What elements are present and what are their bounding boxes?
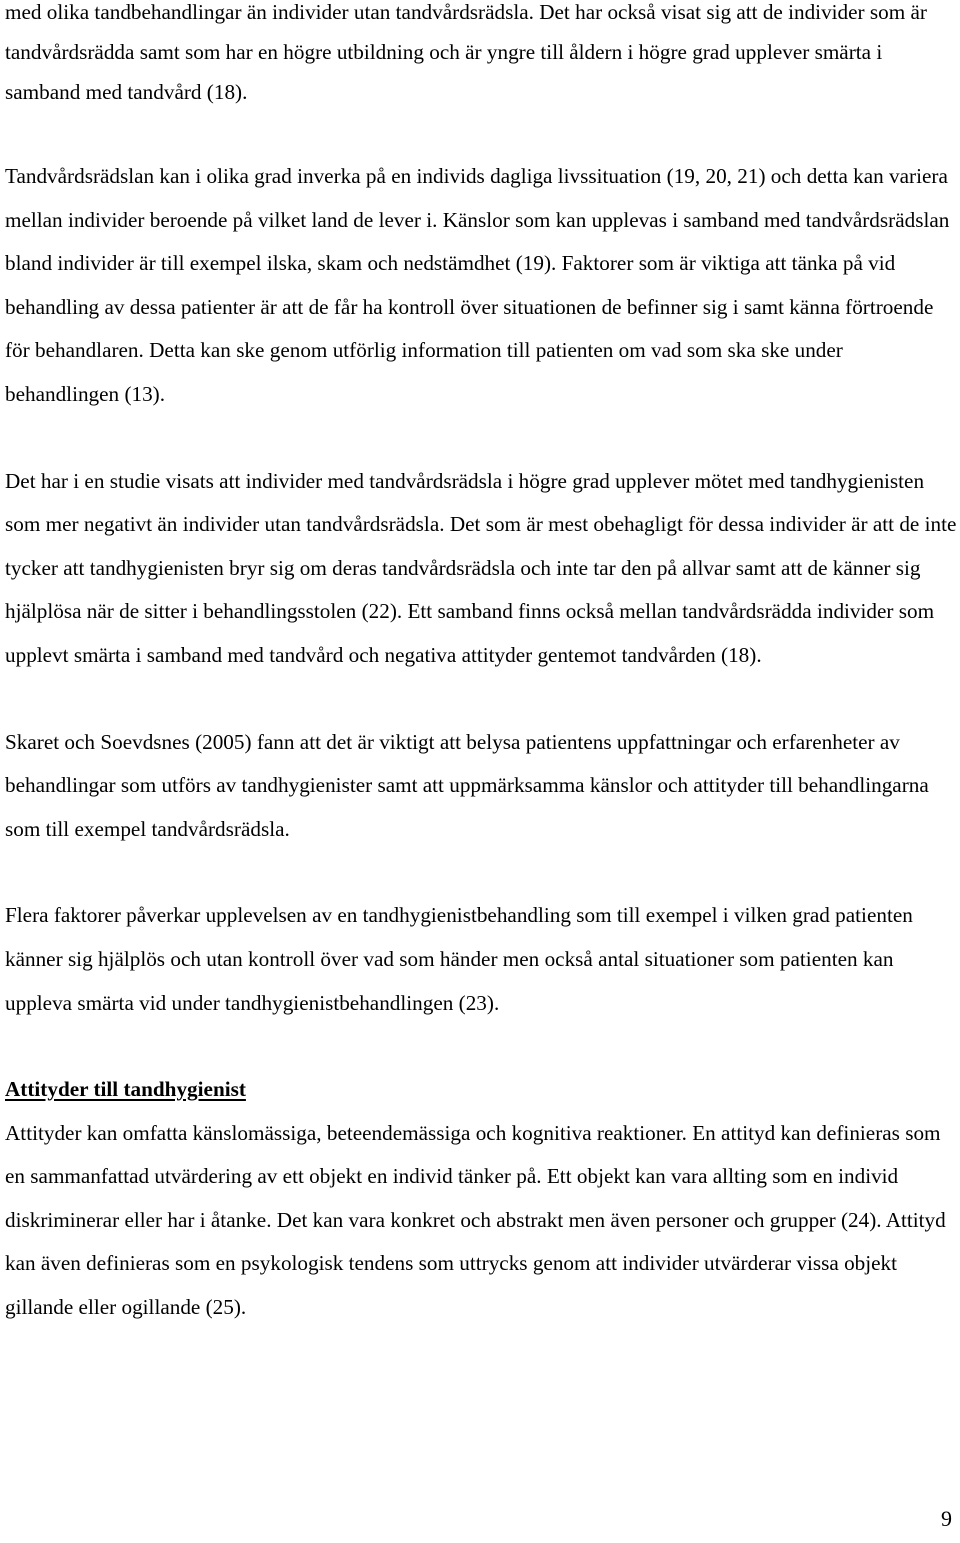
paragraph-4: Skaret och Soevdsnes (2005) fann att det är viktigt att belysa patientens uppfattningar och erfarenheter av behandlingar som utförs av tandhygienister samt att uppmärksamma känslor och attityder till behandlingarna som till exempel tandvårdsrädsla. xyxy=(5,729,929,841)
paragraph-gap xyxy=(5,1025,960,1068)
paragraph-gap xyxy=(5,678,960,721)
section-body: Attityder kan omfatta känslomässiga, beteendemässiga och kognitiva reaktioner. En attityd kan definieras som en sammanfattad utvärdering av ett objekt en individ tänker på. Ett objekt kan vara allting som en individ diskriminerar eller har i åtanke. Det kan vara konkret och abstrakt men även personer och grupper (24). Attityd kan även definieras som en psykologisk tendens som uttrycks genom att individer utvärderar vissa objekt gillande eller ogillande (25). xyxy=(5,1120,946,1320)
paragraph-2: Tandvårdsrädslan kan i olika grad inverka på en individs dagliga livssituation (19, 20, 21) och detta kan variera mellan individer beroende på vilket land de lever i. Känslor som kan upplevas i samband med tandvårdsrädslan bland individer är till exempel ilska, skam och nedstämdhet (19). Faktorer som är viktiga att tänka på vid behandling av dessa patienter är att de får ha kontroll över situationen de befinner sig i samt känna förtroende för behandlaren. Detta kan ske genom utförlig information till patienten om vad som ska ske under behandlingen (13). xyxy=(5,164,950,406)
document-page xyxy=(5,0,960,1330)
paragraph-gap xyxy=(5,851,960,894)
paragraph-1: med olika tandbehandlingar än individer utan tandvårdsrädsla. Det har också visat sig att de individer som är tandvårdsrädda samt som har en högre utbildning och är yngre till åldern i högre grad upplever smärta i samband med tandvård (18). xyxy=(5,0,927,104)
paragraph-5: Flera faktorer påverkar upplevelsen av en tandhygienistbehandling som till exempel i vilken grad patienten känner sig hjälplös och utan kontroll över vad som händer men också antal situationer som patienten kan uppleva smärta vid under tandhygienistbehandlingen (23). xyxy=(5,903,913,1015)
page-number: 9 xyxy=(941,1506,952,1531)
paragraph-3: Det har i en studie visats att individer med tandvårdsrädsla i högre grad upplever mötet med tandhygienisten som mer negativt än individer utan tandvårdsrädsla. Det som är mest obehagligt för dessa individer är att de inte tycker att tandhygienisten bryr sig om deras tandvårdsrädsla och inte tar den på allvar samt att de känner sig hjälplösa när de sitter i behandlingsstolen (22). Ett samband finns också mellan tandvårdsrädda individer som upplevt smärta i samband med tandvård och negativa attityder gentemot tandvården (18). xyxy=(5,468,957,667)
paragraph-gap xyxy=(5,417,960,460)
paragraph-gap xyxy=(5,112,960,155)
section-heading: Attityder till tandhygienist xyxy=(5,1077,246,1102)
